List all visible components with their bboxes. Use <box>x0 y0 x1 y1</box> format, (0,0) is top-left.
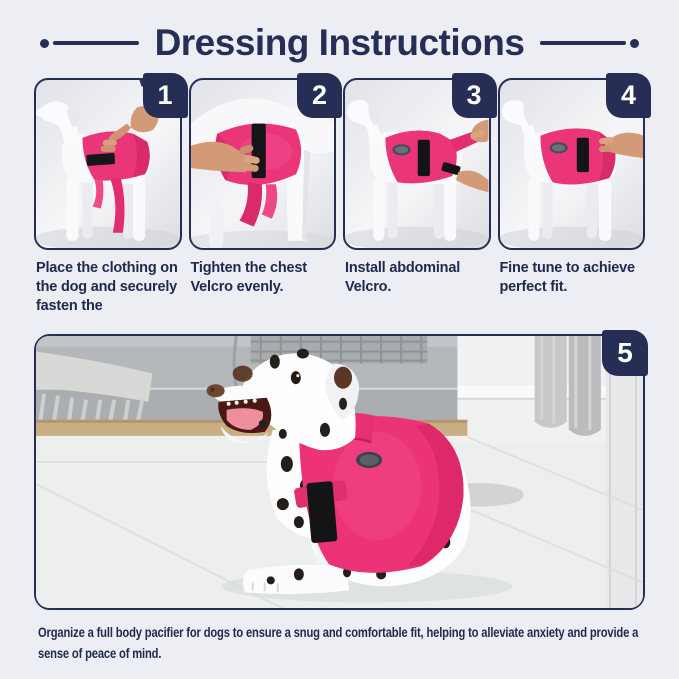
step-number-badge-2 <box>297 73 342 118</box>
step-caption-1: Place the clothing on the dog and securely fasten the <box>36 260 178 315</box>
step-caption-4: Fine tune to achieve perfect fit. <box>499 260 635 296</box>
step2-illustration <box>191 98 335 248</box>
step4-illustration <box>500 100 644 248</box>
step-caption-3: Install abdominal Velcro. <box>345 260 461 296</box>
page-title: Dressing Instructions <box>154 22 525 63</box>
final-photo <box>36 336 643 608</box>
step-card-2 <box>189 78 337 250</box>
title-rule-dot-left <box>40 39 49 48</box>
final-caption: Organize a full body pacifier for dogs to ensure a snug and comfortable fit, helping to alleviate anxiety and provide a sense of peace of mind. <box>38 624 639 661</box>
final-photo-card <box>34 334 645 610</box>
step-number-badge-3 <box>452 73 497 118</box>
step-number-badge-1 <box>143 73 188 118</box>
title-row <box>0 0 679 66</box>
title-rule-dot-right <box>630 39 639 48</box>
step3-illustration <box>345 100 489 248</box>
step-number-1: 1 <box>157 80 173 110</box>
step-caption-2: Tighten the chest Velcro evenly. <box>190 260 307 296</box>
title-rule-left <box>53 41 139 45</box>
step-number-badge-5 <box>602 330 648 376</box>
step-number-5: 5 <box>617 337 633 368</box>
step-number-2: 2 <box>311 80 328 110</box>
step-number-4: 4 <box>620 80 637 110</box>
title-rule-right <box>540 41 626 45</box>
steps-row <box>34 78 645 250</box>
step-card-3 <box>343 78 491 250</box>
captions-row <box>34 259 645 321</box>
step-number-badge-4 <box>606 73 651 118</box>
step-card-1 <box>34 78 182 250</box>
step-number-3: 3 <box>466 80 482 110</box>
step-card-4 <box>498 78 646 250</box>
